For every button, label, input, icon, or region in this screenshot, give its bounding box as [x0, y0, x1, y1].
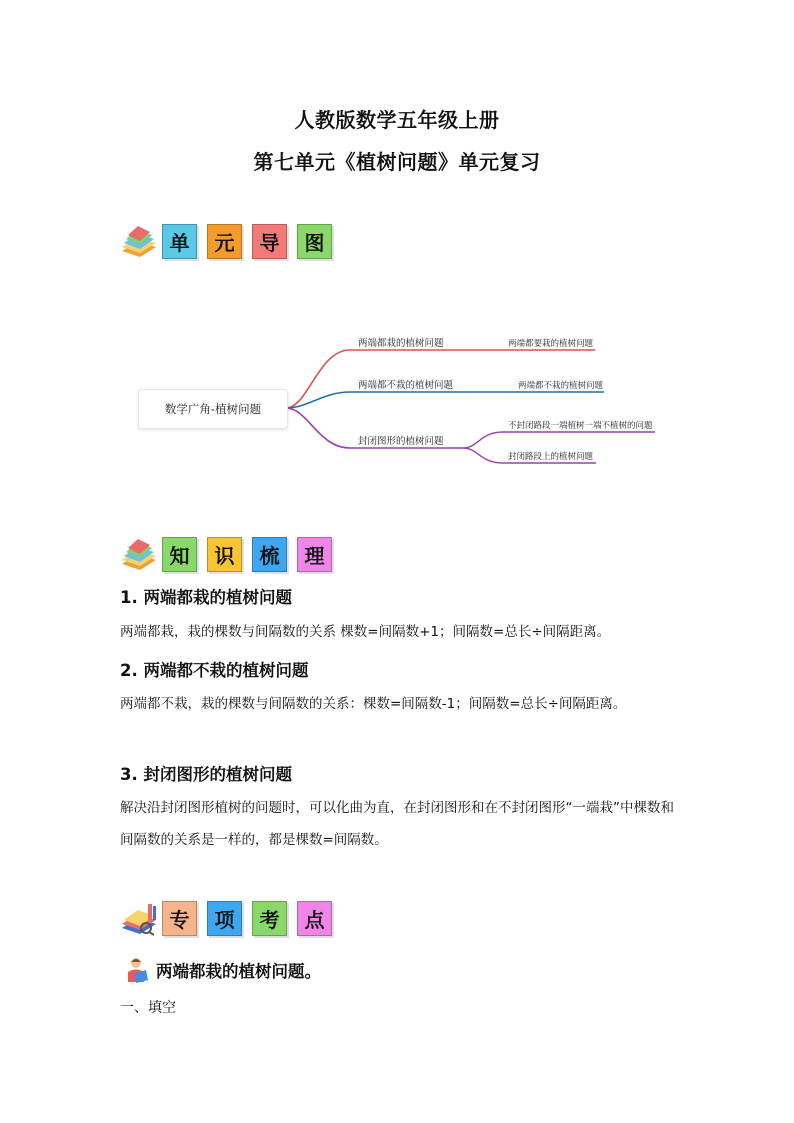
banner-knowledge	[120, 535, 342, 573]
banner-tile: 点	[297, 901, 332, 936]
banner-tile: 导	[252, 224, 287, 259]
page-subtitle: 第七单元《植树问题》单元复习	[253, 150, 541, 174]
section-heading: 1. 两端都栽的植树问题	[120, 588, 292, 607]
section-heading: 2. 两端都不栽的植树问题	[120, 661, 309, 680]
mind-map-leaf: 两端都要栽的植树问题	[508, 339, 594, 349]
exam-topic	[124, 956, 321, 984]
section-heading: 3. 封闭图形的植树问题	[120, 765, 292, 784]
banner-tile: 知	[162, 537, 197, 572]
exam-topic-label: 两端都栽的植树问题。	[156, 962, 321, 981]
banner-tile: 图	[297, 224, 332, 259]
mind-map-leaf: 不封闭路段一端植树一端不植树的问题	[508, 421, 653, 431]
mind-map	[138, 322, 658, 472]
page-title: 人教版数学五年级上册	[294, 108, 500, 132]
mind-map-leaf: 两端都不栽的植树问题	[518, 381, 604, 391]
banner-exam-points	[120, 899, 342, 937]
banner-tile: 单	[162, 224, 197, 259]
mind-map-branch: 两端都不栽的植树问题	[358, 380, 454, 391]
mind-map-leaf: 封闭路段上的植树问题	[508, 452, 594, 462]
banner-tile: 理	[297, 537, 332, 572]
banner-tile: 考	[252, 901, 287, 936]
banner-unit-map	[120, 222, 342, 260]
mind-map-root: 数学广角-植树问题	[138, 389, 288, 429]
banner-tile: 专	[162, 901, 197, 936]
section-text: 两端都栽，栽的棵数与间隔数的关系 棵数=间隔数+1；间隔数=总长÷间隔距离。	[120, 624, 611, 640]
books-icon	[120, 536, 158, 572]
books-magnifier-icon	[120, 900, 158, 936]
books-icon	[120, 223, 158, 259]
banner-tile: 识	[207, 537, 242, 572]
banner-tile: 元	[207, 224, 242, 259]
mind-map-branch: 两端都栽的植树问题	[358, 338, 444, 349]
banner-tile: 项	[207, 901, 242, 936]
reading-kid-icon	[124, 956, 152, 984]
banner-tile: 梳	[252, 537, 287, 572]
mind-map-branch: 封闭图形的植树问题	[358, 436, 444, 447]
section-text: 两端都不栽，栽的棵数与间隔数的关系：棵数=间隔数-1；间隔数=总长÷间隔距离。	[120, 696, 627, 712]
exam-part-label: 一、填空	[120, 1000, 176, 1016]
section-text: 解决沿封闭图形植树的问题时，可以化曲为直，在封闭图形和在不封闭图形“一端栽”中棵数和间隔数的关系是一样的，都是棵数=间隔数。	[120, 800, 674, 848]
